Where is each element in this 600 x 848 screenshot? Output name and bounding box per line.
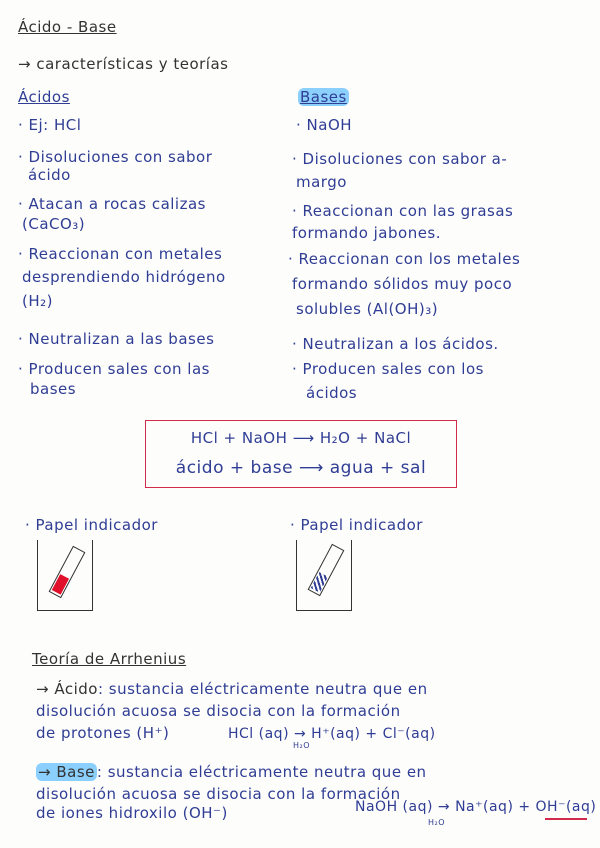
arrhenius-acid-line3: de protones (H⁺): [36, 724, 170, 742]
page-subtitle: → características y teorías: [18, 55, 229, 73]
base-item-salts: · Producen sales con los: [292, 360, 484, 378]
base-item-grease: · Reaccionan con las grasas: [292, 202, 514, 220]
acid-item-salts-cont: bases: [30, 380, 77, 398]
base-item-metals: · Reaccionan con los metales: [288, 250, 521, 268]
base-beaker-icon: [296, 540, 352, 611]
base-item-grease-cont: formando jabones.: [292, 224, 442, 242]
arrhenius-base-line1: [36, 763, 427, 781]
acid-item-taste-cont: ácido: [28, 166, 71, 184]
base-item-example: · NaOH: [296, 116, 353, 134]
arrhenius-base-text1: : sustancia eléctricamente neutra que en: [96, 763, 427, 781]
arrhenius-acid-text1: : sustancia eléctricamente neutra que en: [97, 680, 428, 698]
arrhenius-base-label: → Base: [38, 763, 95, 781]
arrhenius-base-reaction: NaOH (aq) → Na⁺(aq) + OH⁻(aq): [355, 799, 597, 815]
arrhenius-base-line2: disolución acuosa se disocia con la formación: [36, 785, 401, 803]
acid-indicator-label: · Papel indicador: [25, 516, 158, 534]
base-item-salts-cont: ácidos: [306, 384, 358, 402]
arrhenius-acid-line2: disolución acuosa se disocia con la formación: [36, 702, 401, 720]
acidos-heading: Ácidos: [18, 88, 70, 106]
bases-heading-text: Bases: [300, 88, 347, 106]
arrhenius-acid-line1: [36, 680, 428, 698]
bases-heading: [298, 88, 349, 106]
equation-box: [145, 420, 457, 488]
base-item-taste: · Disoluciones con sabor a-: [292, 150, 508, 168]
equation-words: ácido + base ⟶ agua + sal: [175, 458, 427, 478]
arrhenius-acid-solvent: H₂O: [293, 741, 311, 750]
arrhenius-heading: Teoría de Arrhenius: [32, 650, 187, 668]
oh-underline: [545, 818, 587, 820]
acid-strip-icon: [49, 546, 86, 598]
acid-item-metals-cont: desprendiendo hidrógeno: [22, 268, 226, 286]
acid-item-example: · Ej: HCl: [18, 116, 82, 134]
arrhenius-acid-reaction: HCl (aq) → H⁺(aq) + Cl⁻(aq): [228, 726, 436, 742]
base-item-metals-cont: formando sólidos muy poco: [292, 275, 513, 293]
acid-item-metals-cont2: (H₂): [22, 292, 53, 310]
acid-item-taste: · Disoluciones con sabor: [18, 148, 213, 166]
acid-item-rocks-cont: (CaCO₃): [22, 215, 86, 233]
arrhenius-base-line3: de iones hidroxilo (OH⁻): [36, 804, 228, 822]
page-title: Ácido - Base: [18, 18, 117, 36]
arrhenius-base-solvent: H₂O: [428, 818, 446, 827]
acid-item-rocks: · Atacan a rocas calizas: [18, 195, 206, 213]
base-item-neutralize: · Neutralizan a los ácidos.: [292, 335, 499, 353]
acid-item-salts: · Producen sales con las: [18, 360, 210, 378]
acid-strip-fill: [52, 574, 69, 595]
acid-item-neutralize: · Neutralizan a las bases: [18, 330, 215, 348]
acid-item-metals: · Reaccionan con metales: [18, 245, 223, 263]
base-item-taste-cont: margo: [296, 173, 347, 191]
acid-beaker-icon: [37, 540, 93, 611]
arrhenius-acid-label: → Ácido: [36, 680, 98, 698]
base-strip-fill: [311, 572, 328, 593]
base-strip-icon: [308, 544, 345, 596]
equation-formula: HCl + NaOH ⟶ H₂O + NaCl: [190, 429, 412, 447]
base-item-metals-cont2: solubles (Al(OH)₃): [296, 300, 439, 318]
base-indicator-label: · Papel indicador: [290, 516, 423, 534]
